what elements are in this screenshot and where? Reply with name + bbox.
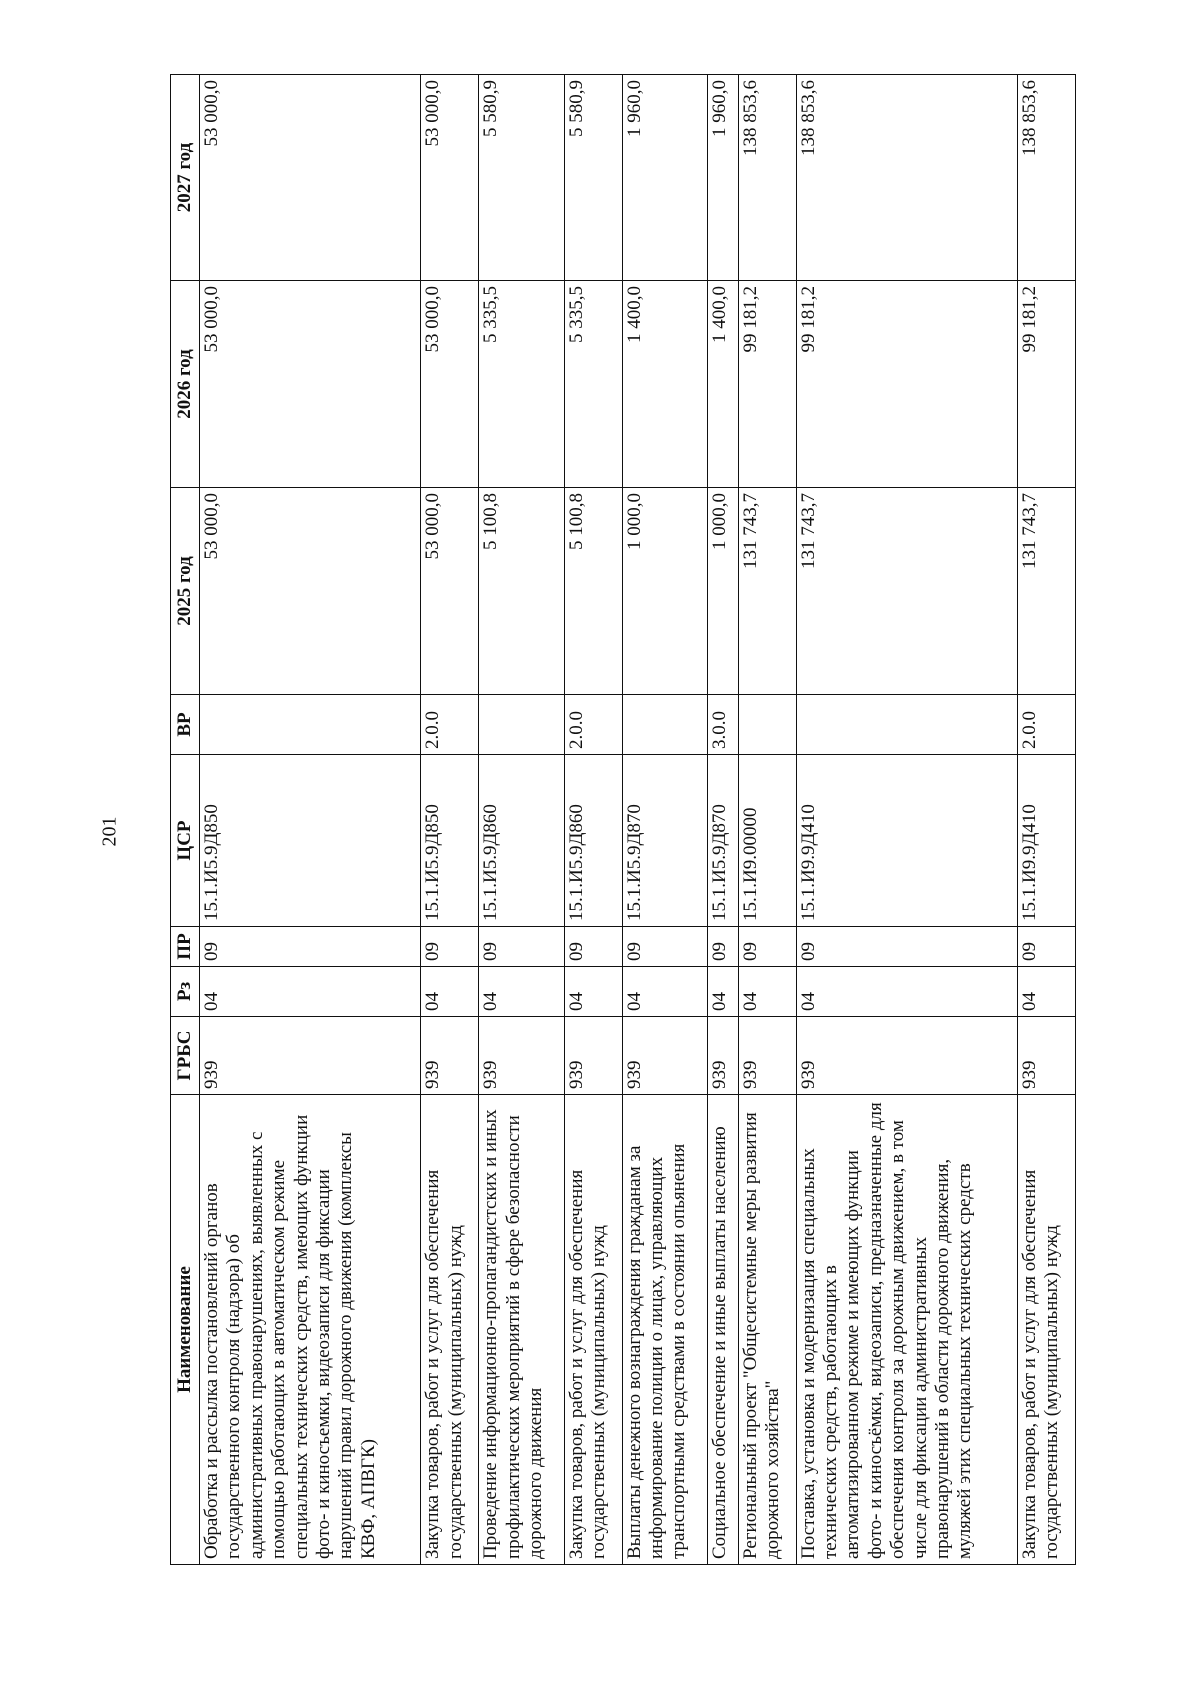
row-2025: 1 000,0 <box>622 488 707 695</box>
row-csr: 15.1.И5.9Д870 <box>622 755 707 927</box>
row-csr: 15.1.И9.00000 <box>738 755 796 927</box>
table-row <box>622 75 707 1565</box>
row-rz: 04 <box>622 967 707 1017</box>
table-row <box>564 75 622 1565</box>
table-row <box>796 75 1017 1565</box>
row-rz: 04 <box>707 967 738 1017</box>
row-2025: 131 743,7 <box>738 488 796 695</box>
row-name: Социальное обеспечение и иные выплаты населению <box>707 1095 738 1565</box>
row-2027: 138 853,6 <box>796 75 1017 281</box>
table-row <box>479 75 564 1565</box>
row-2026: 53 000,0 <box>200 281 421 488</box>
header-2025: 2025 год <box>171 488 200 695</box>
row-2026: 53 000,0 <box>421 281 479 488</box>
row-vr: 2.0.0 <box>1017 695 1075 755</box>
row-pr: 09 <box>707 927 738 967</box>
row-grbs: 939 <box>1017 1017 1075 1095</box>
row-pr: 09 <box>738 927 796 967</box>
row-vr: 3.0.0 <box>707 695 738 755</box>
row-rz: 04 <box>200 967 421 1017</box>
row-csr: 15.1.И9.9Д410 <box>1017 755 1075 927</box>
row-rz: 04 <box>564 967 622 1017</box>
row-2026: 99 181,2 <box>796 281 1017 488</box>
header-pr: ПР <box>171 927 200 967</box>
table-row <box>738 75 796 1565</box>
row-rz: 04 <box>479 967 564 1017</box>
table-row <box>1017 75 1075 1565</box>
row-vr <box>479 695 564 755</box>
row-vr <box>622 695 707 755</box>
row-2025: 131 743,7 <box>1017 488 1075 695</box>
row-rz: 04 <box>421 967 479 1017</box>
row-pr: 09 <box>1017 927 1075 967</box>
row-name: Закупка товаров, работ и услуг для обеспечения государственных (муниципальных) нужд <box>564 1095 622 1565</box>
row-pr: 09 <box>479 927 564 967</box>
row-pr: 09 <box>564 927 622 967</box>
row-rz: 04 <box>796 967 1017 1017</box>
row-grbs: 939 <box>564 1017 622 1095</box>
row-grbs: 939 <box>622 1017 707 1095</box>
row-2027: 1 960,0 <box>707 75 738 281</box>
header-csr: ЦСР <box>171 755 200 927</box>
header-2027: 2027 год <box>171 75 200 281</box>
header-vr: ВР <box>171 695 200 755</box>
row-2027: 1 960,0 <box>622 75 707 281</box>
row-grbs: 939 <box>796 1017 1017 1095</box>
row-2026: 99 181,2 <box>738 281 796 488</box>
row-2026: 1 400,0 <box>707 281 738 488</box>
row-2025: 53 000,0 <box>421 488 479 695</box>
row-rz: 04 <box>1017 967 1075 1017</box>
header-grbs: ГРБС <box>171 1017 200 1095</box>
row-2026: 1 400,0 <box>622 281 707 488</box>
row-name: Обработка и рассылка постановлений органов государственного контроля (надзора) об административных правонарушениях, выявленных с помощью работающих в автоматическом режиме специальных технических средств, имеющих функции фото- и киносъемки, видеозаписи для фиксации нарушений правил дорожного движения (комплексы КВФ, АПВГК) <box>200 1095 421 1565</box>
row-csr: 15.1.И5.9Д850 <box>200 755 421 927</box>
row-csr: 15.1.И5.9Д870 <box>707 755 738 927</box>
row-name: Закупка товаров, работ и услуг для обеспечения государственных (муниципальных) нужд <box>1017 1095 1075 1565</box>
row-2026: 5 335,5 <box>479 281 564 488</box>
row-vr <box>796 695 1017 755</box>
rotated-table-container <box>170 75 1076 1565</box>
row-csr: 15.1.И9.9Д410 <box>796 755 1017 927</box>
row-pr: 09 <box>200 927 421 967</box>
row-2027: 5 580,9 <box>564 75 622 281</box>
row-vr: 2.0.0 <box>421 695 479 755</box>
table-row <box>707 75 738 1565</box>
row-2027: 53 000,0 <box>421 75 479 281</box>
row-grbs: 939 <box>707 1017 738 1095</box>
row-name: Выплаты денежного вознаграждения гражданам за информирование полиции о лицах, управляющих транспортными средствами в состоянии опьянения <box>622 1095 707 1565</box>
row-pr: 09 <box>796 927 1017 967</box>
row-2025: 131 743,7 <box>796 488 1017 695</box>
row-grbs: 939 <box>479 1017 564 1095</box>
row-pr: 09 <box>421 927 479 967</box>
table-row <box>421 75 479 1565</box>
row-vr <box>738 695 796 755</box>
row-grbs: 939 <box>421 1017 479 1095</box>
row-vr: 2.0.0 <box>564 695 622 755</box>
row-2027: 53 000,0 <box>200 75 421 281</box>
row-csr: 15.1.И5.9Д860 <box>564 755 622 927</box>
row-vr <box>200 695 421 755</box>
row-name: Поставка, установка и модернизация специальных технических средств, работающих в автоматизированном режиме и имеющих функции фото- и киносъёмки, видеозаписи, предназначенные для обеспечения контроля за дорожным движением, в том числе для фиксации административных правонарушений в области дорожного движения, муляжей этих специальных технических средств <box>796 1095 1017 1565</box>
row-grbs: 939 <box>738 1017 796 1095</box>
row-name: Закупка товаров, работ и услуг для обеспечения государственных (муниципальных) нужд <box>421 1095 479 1565</box>
header-2026: 2026 год <box>171 281 200 488</box>
row-grbs: 939 <box>200 1017 421 1095</box>
row-pr: 09 <box>622 927 707 967</box>
row-2025: 1 000,0 <box>707 488 738 695</box>
row-csr: 15.1.И5.9Д860 <box>479 755 564 927</box>
row-rz: 04 <box>738 967 796 1017</box>
row-2027: 138 853,6 <box>738 75 796 281</box>
row-csr: 15.1.И5.9Д850 <box>421 755 479 927</box>
header-rz: Рз <box>171 967 200 1017</box>
row-2027: 5 580,9 <box>479 75 564 281</box>
row-2025: 5 100,8 <box>479 488 564 695</box>
row-name: Проведение информационно-пропагандистских и иных профилактических мероприятий в сфере безопасности дорожного движения <box>479 1095 564 1565</box>
budget-table <box>170 74 1076 1565</box>
header-row <box>171 75 200 1565</box>
row-2025: 53 000,0 <box>200 488 421 695</box>
header-name: Наименование <box>171 1095 200 1565</box>
page-number: 201 <box>98 816 121 847</box>
row-2025: 5 100,8 <box>564 488 622 695</box>
table-row <box>200 75 421 1565</box>
row-2026: 99 181,2 <box>1017 281 1075 488</box>
row-2027: 138 853,6 <box>1017 75 1075 281</box>
row-name: Региональный проект "Общесистемные меры развития дорожного хозяйства" <box>738 1095 796 1565</box>
row-2026: 5 335,5 <box>564 281 622 488</box>
